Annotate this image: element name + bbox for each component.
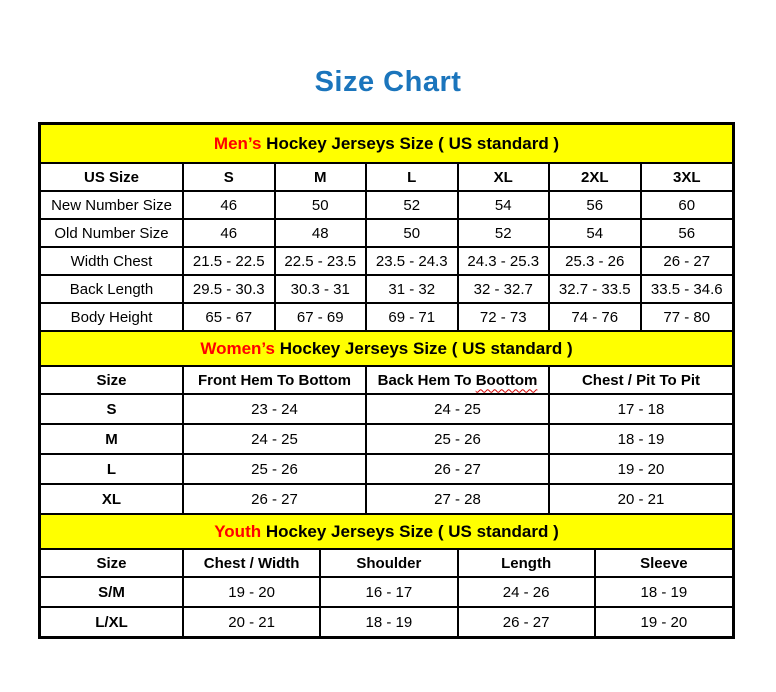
size-cell: 46 [183,191,275,219]
table-row [41,191,732,219]
size-cell: 19 - 20 [640,613,688,631]
mens-header-row [41,164,732,191]
column-header-size: Size [41,550,183,577]
page-title: Size Chart [314,66,462,98]
misspelled-word: Boottom [475,371,538,389]
column-header-s: S [183,164,275,191]
size-chart-sheet [38,122,735,639]
size-cell: 23 - 24 [183,394,366,424]
table-row [41,303,732,331]
table-row [41,454,732,484]
table-row [41,219,732,247]
table-row [41,247,732,275]
womens-size-table [41,367,732,515]
band-title-mens: Hockey Jerseys Size ( US standard ) [261,133,560,153]
table-row [41,394,732,424]
size-cell: 26 - 27 [366,454,549,484]
size-cell: 74 - 76 [549,303,641,331]
row-label: Body Height [41,303,183,331]
band-accent-youth: Youth [214,521,262,541]
row-label: Old Number Size [41,219,183,247]
size-cell: 18 - 19 [595,577,732,607]
size-cell: 48 [275,219,367,247]
youth-header-row [41,550,732,577]
womens-header-row [41,367,732,394]
size-cell: 21.5 - 22.5 [183,247,275,275]
row-label: L/XL [41,607,183,636]
youth-size-table [41,550,732,636]
size-cell: 29.5 - 30.3 [183,275,275,303]
size-cell: 26 - 27 [458,607,595,636]
column-header-l: L [366,164,458,191]
band-accent-womens: Women’s [200,338,275,358]
size-cell: 52 [366,191,458,219]
size-cell: 27 - 28 [366,484,549,514]
size-cell: 24 - 26 [458,577,595,607]
row-label: L [41,454,183,484]
size-cell: 32.7 - 33.5 [549,275,641,303]
size-cell: 60 [641,191,733,219]
size-cell: 56 [641,219,733,247]
size-cell: 26 - 27 [641,247,733,275]
column-header-shoulder: Shoulder [320,550,457,577]
size-cell: 54 [458,191,550,219]
size-cell: 24 - 25 [183,424,366,454]
table-row [41,607,732,636]
size-cell: 23.5 - 24.3 [366,247,458,275]
size-cell: 22.5 - 23.5 [275,247,367,275]
size-cell: 54 [549,219,641,247]
size-cell: 18 - 19 [320,607,457,636]
column-header-back-hem [366,367,549,394]
size-cell: 50 [366,219,458,247]
column-header-m: M [275,164,367,191]
size-cell: 33.5 - 34.6 [641,275,733,303]
size-cell: 25 - 26 [366,424,549,454]
table-row [41,275,732,303]
column-header-us-size: US Size [41,164,183,191]
size-cell: 25.3 - 26 [549,247,641,275]
size-cell: 56 [549,191,641,219]
column-header-front-hem: Front Hem To Bottom [183,367,366,394]
size-cell: 69 - 71 [366,303,458,331]
size-cell: 65 - 67 [183,303,275,331]
column-header-size: Size [41,367,183,394]
row-label: Width Chest [41,247,183,275]
column-header-length: Length [458,550,595,577]
section-band-youth [41,515,732,550]
mens-size-table [41,164,732,332]
size-cell: 18 - 19 [549,424,732,454]
column-header-xl: XL [458,164,550,191]
size-cell: 77 - 80 [641,303,733,331]
row-label: XL [41,484,183,514]
header-text: Back Hem To [377,371,476,389]
table-row [41,484,732,514]
row-label: S/M [41,577,183,607]
size-cell: 17 - 18 [549,394,732,424]
column-header-sleeve: Sleeve [595,550,732,577]
size-cell: 67 - 69 [275,303,367,331]
table-row [41,577,732,607]
size-cell: 19 - 20 [183,577,320,607]
size-cell: 50 [275,191,367,219]
section-band-womens [41,332,732,367]
size-cell: 72 - 73 [458,303,550,331]
size-cell: 24.3 - 25.3 [458,247,550,275]
section-band-mens [41,125,732,164]
column-header-2xl: 2XL [549,164,641,191]
size-cell: 25 - 26 [183,454,366,484]
size-cell: 20 - 21 [549,484,732,514]
table-row [41,424,732,454]
size-cell: 52 [458,219,550,247]
size-cell: 31 - 32 [366,275,458,303]
row-label: New Number Size [41,191,183,219]
size-cell: 19 - 20 [549,454,732,484]
size-cell: 20 - 21 [183,607,320,636]
column-header-chest-pit: Chest / Pit To Pit [549,367,732,394]
size-cell: 32 - 32.7 [458,275,550,303]
size-cell: 24 - 25 [366,394,549,424]
column-header-chest-width: Chest / Width [183,550,320,577]
row-label: S [41,394,183,424]
column-header-3xl: 3XL [641,164,733,191]
size-cell: 30.3 - 31 [275,275,367,303]
row-label: Back Length [41,275,183,303]
size-cell: 26 - 27 [183,484,366,514]
row-label: M [41,424,183,454]
size-cell: 16 - 17 [320,577,457,607]
band-accent-mens: Men’s [213,133,262,153]
band-title-youth: Hockey Jerseys Size ( US standard ) [261,521,559,541]
size-cell: 46 [183,219,275,247]
band-title-womens: Hockey Jerseys Size ( US standard ) [274,338,573,358]
